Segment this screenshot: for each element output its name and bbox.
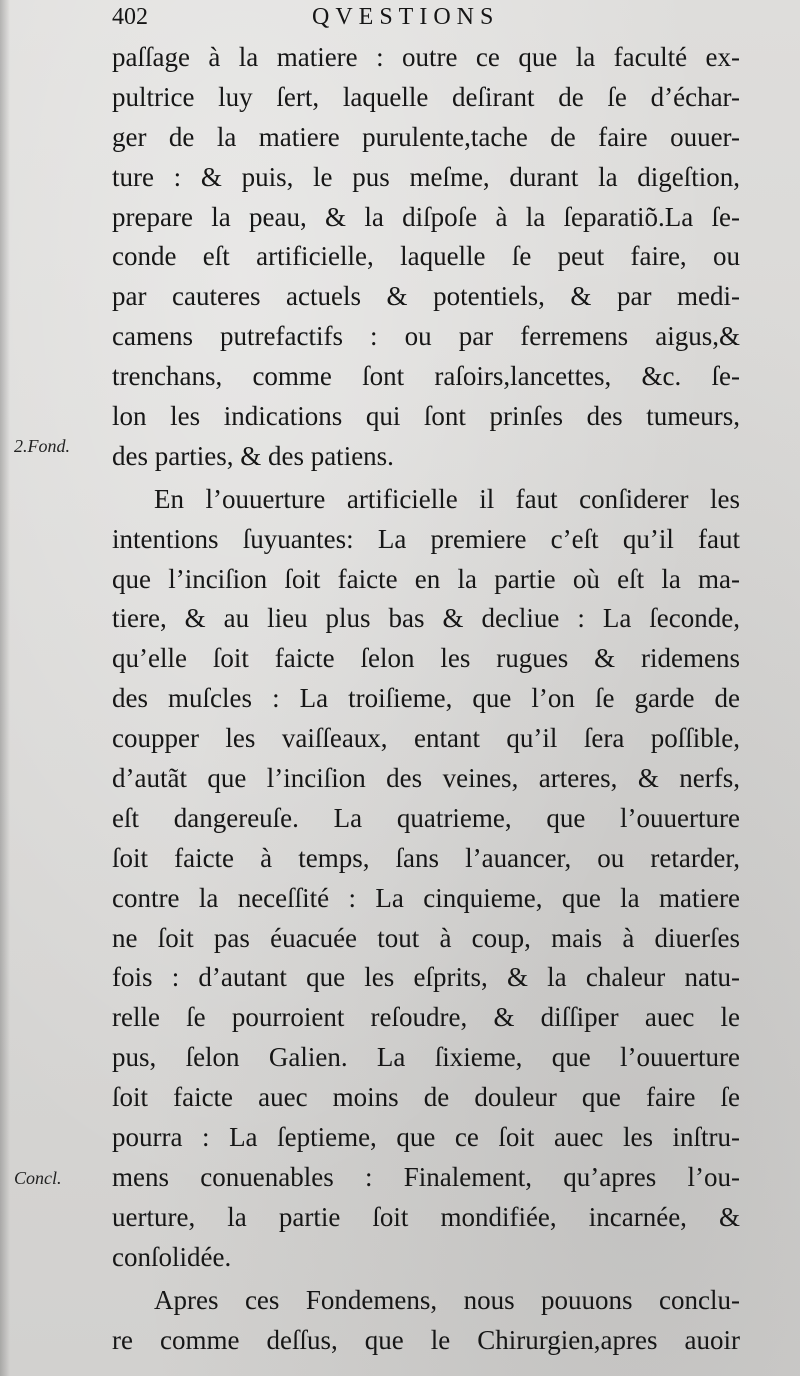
text-line: paſſage à la matiere : outre ce que la faculté ex- [112,42,740,72]
page-header [112,4,732,36]
text-line: ture : & puis, le pus meſme, durant la digeſtion, [112,161,740,192]
text-line: lon les indications qui ſont prinſes des tumeurs, [112,401,740,432]
text-line: pourra : La ſeptieme, que ce ſoit auec les inſtru- [112,1122,740,1153]
text-line: re comme deſſus, que le Chirurgien,apres auoir [112,1324,740,1355]
text-line: conſolidée. [112,1241,232,1272]
paragraph-1 [112,38,740,477]
text-line: d’autãt que l’inciſion des veines, arteres, & nerfs, [112,763,740,794]
text-line: camens putrefactifs : ou par ferremens aigus,& [112,321,740,352]
running-head: QVESTIONS [312,4,500,30]
text-line: uerture, la partie ſoit mondifiée, incarnée, & [112,1201,740,1232]
text-line: contre la neceſſité : La cinquieme, que la matiere [112,882,740,913]
gutter-shadow [0,0,10,1376]
text-line: mens conuenables : Finalement, qu’apres l’ou- [112,1161,740,1192]
text-line: relle ſe pourroient reſoudre, & diſſiper auec le [112,1002,740,1033]
text-line: tiere, & au lieu plus bas & decliue : La ſeconde, [112,603,740,634]
paragraph-3 [112,1281,740,1361]
text-line: par cauteres actuels & potentiels, & par medi- [112,281,740,312]
text-line: des parties, & des patiens. [112,440,394,471]
text-line: ſoit faicte auec moins de douleur que faire ſe [112,1082,740,1113]
text-line: eſt dangereuſe. La quatrieme, que l’ouuerture [112,802,740,833]
text-line: prepare la peau, & la diſpoſe à la ſeparatiõ.La ſe- [112,201,740,232]
body-text [112,38,740,1360]
text-line: intentions ſuyuantes: La premiere c’eſt qu’il faut [112,523,740,554]
text-line: trenchans, comme ſont raſoirs,lancettes, &c. ſe- [112,361,740,392]
text-line: ne ſoit pas éuacuée tout à coup, mais à diuerſes [112,922,740,953]
text-line: conde eſt artificielle, laquelle ſe peut faire, ou [112,241,740,272]
margin-note-fond: 2.Fond. [14,436,70,456]
margin-note-concl: Concl. [14,1168,62,1188]
text-line: coupper les vaiſſeaux, entant qu’il ſera poſſible, [112,723,740,754]
text-line: Apres ces Fondemens, nous pouuons conclu- [154,1284,740,1315]
text-line: pus, ſelon Galien. La ſixieme, que l’ouuerture [112,1042,740,1073]
text-line: fois : d’autant que les eſprits, & la chaleur natu- [112,962,740,993]
text-line: En l’ouuerture artificielle il faut conſiderer les [154,483,740,514]
text-line: des muſcles : La troiſieme, que l’on ſe garde de [112,683,740,714]
text-line: ſoit faicte à temps, ſans l’auancer, ou retarder, [112,842,740,873]
page-number: 402 [112,4,148,30]
text-line: qu’elle ſoit faicte ſelon les rugues & ridemens [112,643,740,674]
paragraph-2 [112,480,740,1278]
text-line: pultrice luy ſert, laquelle deſirant de ſe d’échar- [112,81,740,112]
text-line: ger de la matiere purulente,tache de faire ouuer- [112,121,740,152]
text-line: que l’inciſion ſoit faicte en la partie où eſt la ma- [112,563,740,594]
